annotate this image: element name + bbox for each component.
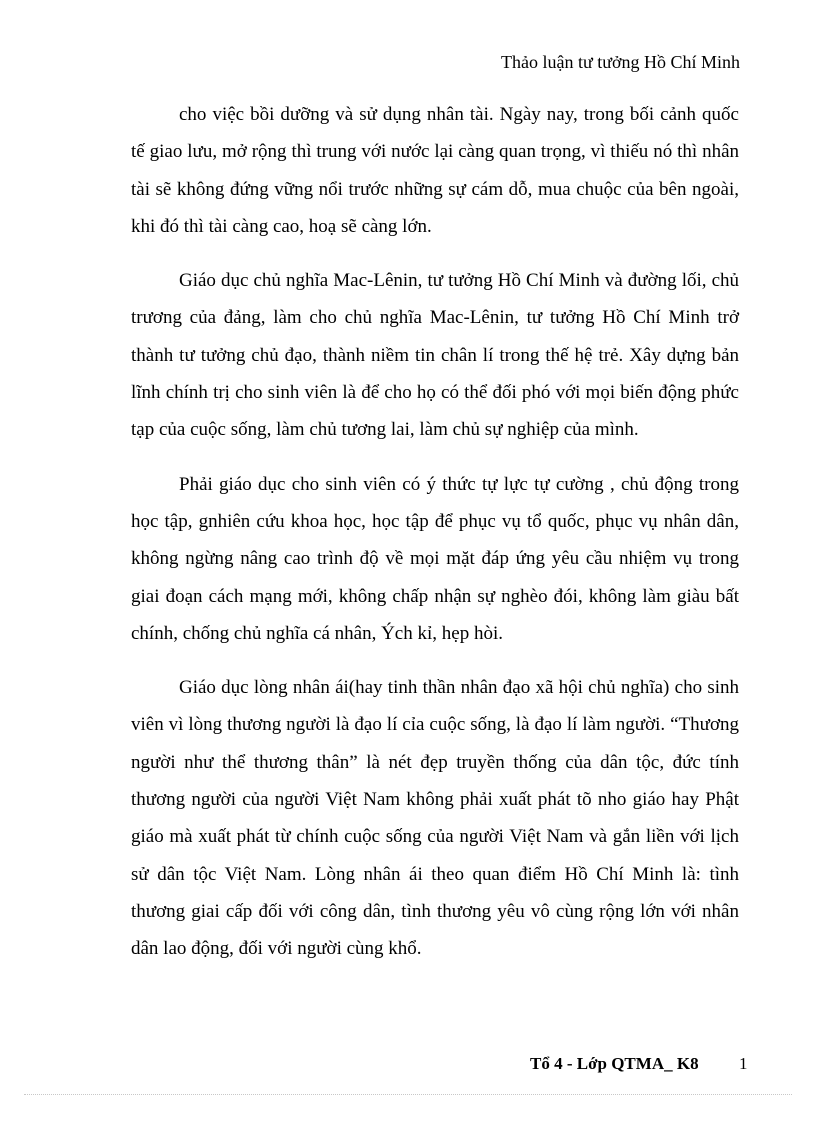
paragraph-4: Giáo dục lòng nhân ái(hay tinh thần nhân đạo xã hội chủ nghĩa) cho sinh viên vì lòng thương người là đạo lí cỉa cuộc sống, là đạo lí làm người. “Thương người như thể thương thân” là nét đẹp truyền thống của dân tộc, đức tính thương người của người Việt Nam không phải xuất phát tõ nho giáo hay Phật giáo mà xuất phát từ chính cuộc sống của người Việt Nam và gắn liền với lịch sử dân tộc Việt Nam. Lòng nhân ái theo quan điểm Hồ Chí Minh là: tình thương giai cấp đối với công dân, tình thương yêu vô cùng rộng lớn với nhân dân lao động, đối với người cùng khổ.: [131, 677, 739, 960]
footer-class-label: Tổ 4 - Lớp QTMA_ K8: [530, 1054, 699, 1073]
page-footer: [0, 1052, 816, 1076]
paragraph-3: Phải giáo dục cho sinh viên có ý thức tự lực tự cường , chủ động trong học tập, gnhiên cứu khoa học, học tập để phục vụ tổ quốc, phục vụ nhân dân, không ngừng nâng cao trình độ về mọi mặt đáp ứng yêu cầu nhiệm vụ trong giai đoạn cách mạng mới, không chấp nhận sự nghèo đói, không làm giàu bất chính, chống chủ nghĩa cá nhân, Ých kỉ, hẹp hòi.: [131, 473, 739, 644]
paragraph-2: Giáo dục chủ nghĩa Mac-Lênin, tư tưởng Hồ Chí Minh và đường lối, chủ trương của đảng, làm cho chủ nghĩa Mac-Lênin, tư tưởng Hồ Chí Minh trở thành tư tưởng chủ đạo, thành niềm tin chân lí trong thế hệ trẻ. Xây dựng bản lĩnh chính trị cho sinh viên là để cho họ có thể đối phó với mọi biến động phức tạp của cuộc sống, làm chủ tương lai, làm chủ sự nghiệp của mình.: [131, 270, 739, 441]
page-header: Thảo luận tư tưởng Hồ Chí Minh: [500, 52, 740, 72]
bottom-divider: [24, 1094, 792, 1095]
paragraph-1: cho việc bồi dưỡng và sử dụng nhân tài. Ngày nay, trong bối cảnh quốc tế giao lưu, mở rộng thì trung với nước lại càng quan trọng, vì thiếu nó thì nhân tài sẽ không đứng vững nổi trước những sự cám dỗ, mua chuộc của bên ngoài, khi đó thì tài càng cao, hoạ sẽ càng lớn.: [131, 104, 739, 237]
document-body: [131, 96, 739, 968]
page-number: 1: [739, 1054, 748, 1073]
